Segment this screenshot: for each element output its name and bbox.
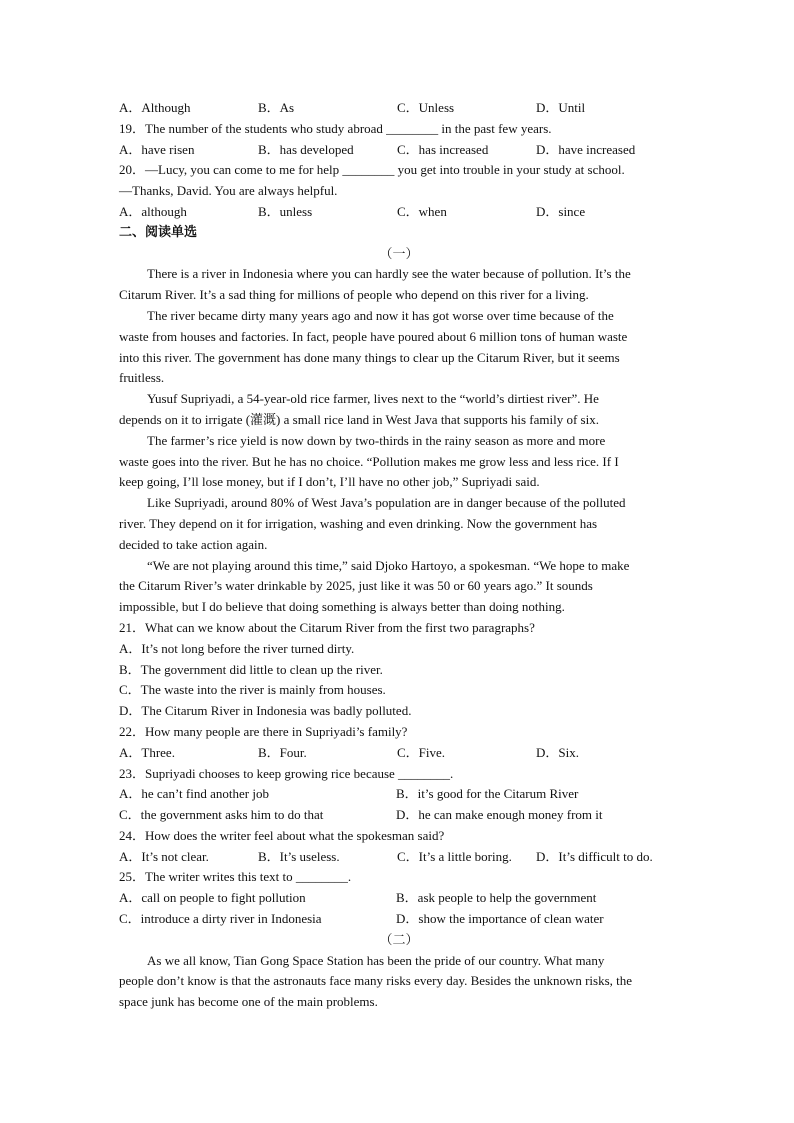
passage1-line: waste goes into the river. But he has no choice. “Pollution makes me grow less and less rice. If I — [119, 453, 619, 469]
q20-option-a: A．although — [119, 203, 187, 219]
q23-option-c: C．the government asks him to do that — [119, 807, 324, 823]
q21-option-a: A．It’s not long before the river turned dirty. — [119, 640, 355, 656]
q21-option-d: D．The Citarum River in Indonesia was badly polluted. — [119, 703, 412, 719]
q23-stem: 23．Supriyadi chooses to keep growing rice because ________. — [119, 765, 454, 781]
q23-options-row1 — [119, 784, 679, 805]
q22-option-c: C．Five. — [397, 744, 446, 760]
passage2-line: As we all know, Tian Gong Space Station has been the pride of our country. What many — [147, 952, 605, 968]
q23-option-b: B．it’s good for the Citarum River — [396, 786, 579, 802]
q22-option-d: D．Six. — [536, 744, 579, 760]
q20-reply: —Thanks, David. You are always helpful. — [119, 183, 338, 199]
q18-options — [119, 98, 679, 119]
q18-option-d: D．Until — [536, 100, 586, 115]
q24-stem: 24．How does the writer feel about what the spokesman said? — [119, 827, 445, 843]
passage2-heading: （二） — [379, 931, 419, 947]
q22-stem: 22．How many people are there in Supriyadi’s family? — [119, 723, 408, 739]
q25-options-row2 — [119, 909, 679, 930]
q24-option-a: A．It’s not clear. — [119, 848, 209, 864]
q20-stem: 20．—Lucy, you can come to me for help ________ you get into trouble in your study at school. — [119, 162, 625, 178]
q19-option-d: D．have increased — [536, 141, 636, 157]
passage1-line: depends on it to irrigate (灌溉) a small rice land in West Java that supports his family of six. — [119, 411, 599, 427]
q25-stem: 25．The writer writes this text to ________. — [119, 869, 352, 885]
section-title: 二、阅读单选 — [119, 224, 198, 240]
q25-option-d: D．show the importance of clean water — [396, 911, 604, 927]
passage1-line: “We are not playing around this time,” said Djoko Hartoyo, a spokesman. “We hope to make — [147, 557, 630, 573]
passage1-line: Citarum River. It’s a sad thing for millions of people who depend on this river for a living. — [119, 287, 589, 303]
passage1-line: into this river. The government has done many things to clear up the Citarum River, but it seems — [119, 349, 620, 365]
exam-page — [119, 98, 679, 1013]
q18-option-a: A．Although — [119, 100, 191, 115]
q25-option-b: B．ask people to help the government — [396, 890, 597, 906]
q25-option-c: C．introduce a dirty river in Indonesia — [119, 911, 322, 927]
q25-options-row1 — [119, 888, 679, 909]
q21-stem: 21．What can we know about the Citarum River from the first two paragraphs? — [119, 619, 535, 635]
passage2-line: space junk has become one of the main problems. — [119, 994, 378, 1010]
q24-options — [119, 847, 679, 868]
passage1-line: Like Supriyadi, around 80% of West Java’s population are in danger because of the polluted — [147, 495, 626, 511]
q18-option-c: C．Unless — [397, 100, 455, 115]
q19-option-c: C．has increased — [397, 141, 489, 157]
passage1-line: fruitless. — [119, 370, 165, 386]
q24-option-c: C．It’s a little boring. — [397, 848, 512, 864]
passage1-line: The river became dirty many years ago and now it has got worse over time because of the — [147, 307, 614, 323]
q25-option-a: A．call on people to fight pollution — [119, 890, 306, 906]
passage1-line: the Citarum River’s water drinkable by 2025, just like it was 50 or 60 years ago.” It sounds — [119, 578, 593, 594]
passage2-line: people don’t know is that the astronauts face many risks every day. Besides the unknown risks, the — [119, 973, 633, 989]
passage1-heading: （一） — [379, 245, 419, 261]
q22-option-b: B．Four. — [258, 744, 307, 760]
passage1-line: waste from houses and factories. In fact, people have poured about 6 million tons of human waste — [119, 328, 628, 344]
q18-option-b: B．As — [258, 100, 295, 115]
q23-option-a: A．he can’t find another job — [119, 786, 269, 802]
passage1-line: The farmer’s rice yield is now down by two-thirds in the rainy season as more and more — [147, 432, 606, 448]
q24-option-d: D．It’s difficult to do. — [536, 848, 653, 864]
q20-option-c: C．when — [397, 203, 447, 219]
passage1-line: river. They depend on it for irrigation, washing and even drinking. Now the government has — [119, 515, 598, 531]
passage1-line: There is a river in Indonesia where you can hardly see the water because of pollution. It’s the — [147, 266, 631, 282]
passage1-line: decided to take action again. — [119, 536, 268, 552]
q20-option-b: B．unless — [258, 203, 313, 219]
q23-options-row2 — [119, 805, 679, 826]
q20-options — [119, 202, 679, 223]
q19-stem: 19．The number of the students who study abroad ________ in the past few years. — [119, 120, 552, 136]
q22-option-a: A．Three. — [119, 744, 175, 760]
q24-option-b: B．It’s useless. — [258, 848, 340, 864]
q23-option-d: D．he can make enough money from it — [396, 807, 603, 823]
q20-option-d: D．since — [536, 203, 586, 219]
passage1-line: Yusuf Supriyadi, a 54-year-old rice farmer, lives next to the “world’s dirtiest river”. He — [147, 391, 599, 407]
q22-options — [119, 743, 679, 764]
passage1-line: keep going, I’ll lose money, but if I don’t, I’ll have no other job,” Supriyadi said. — [119, 474, 540, 490]
q19-option-a: A．have risen — [119, 141, 195, 157]
passage1-line: impossible, but I do believe that doing something is always better than doing nothing. — [119, 599, 565, 615]
q19-option-b: B．has developed — [258, 141, 354, 157]
q21-option-c: C．The waste into the river is mainly from houses. — [119, 682, 386, 698]
q19-options — [119, 140, 679, 161]
q21-option-b: B．The government did little to clean up the river. — [119, 661, 383, 677]
